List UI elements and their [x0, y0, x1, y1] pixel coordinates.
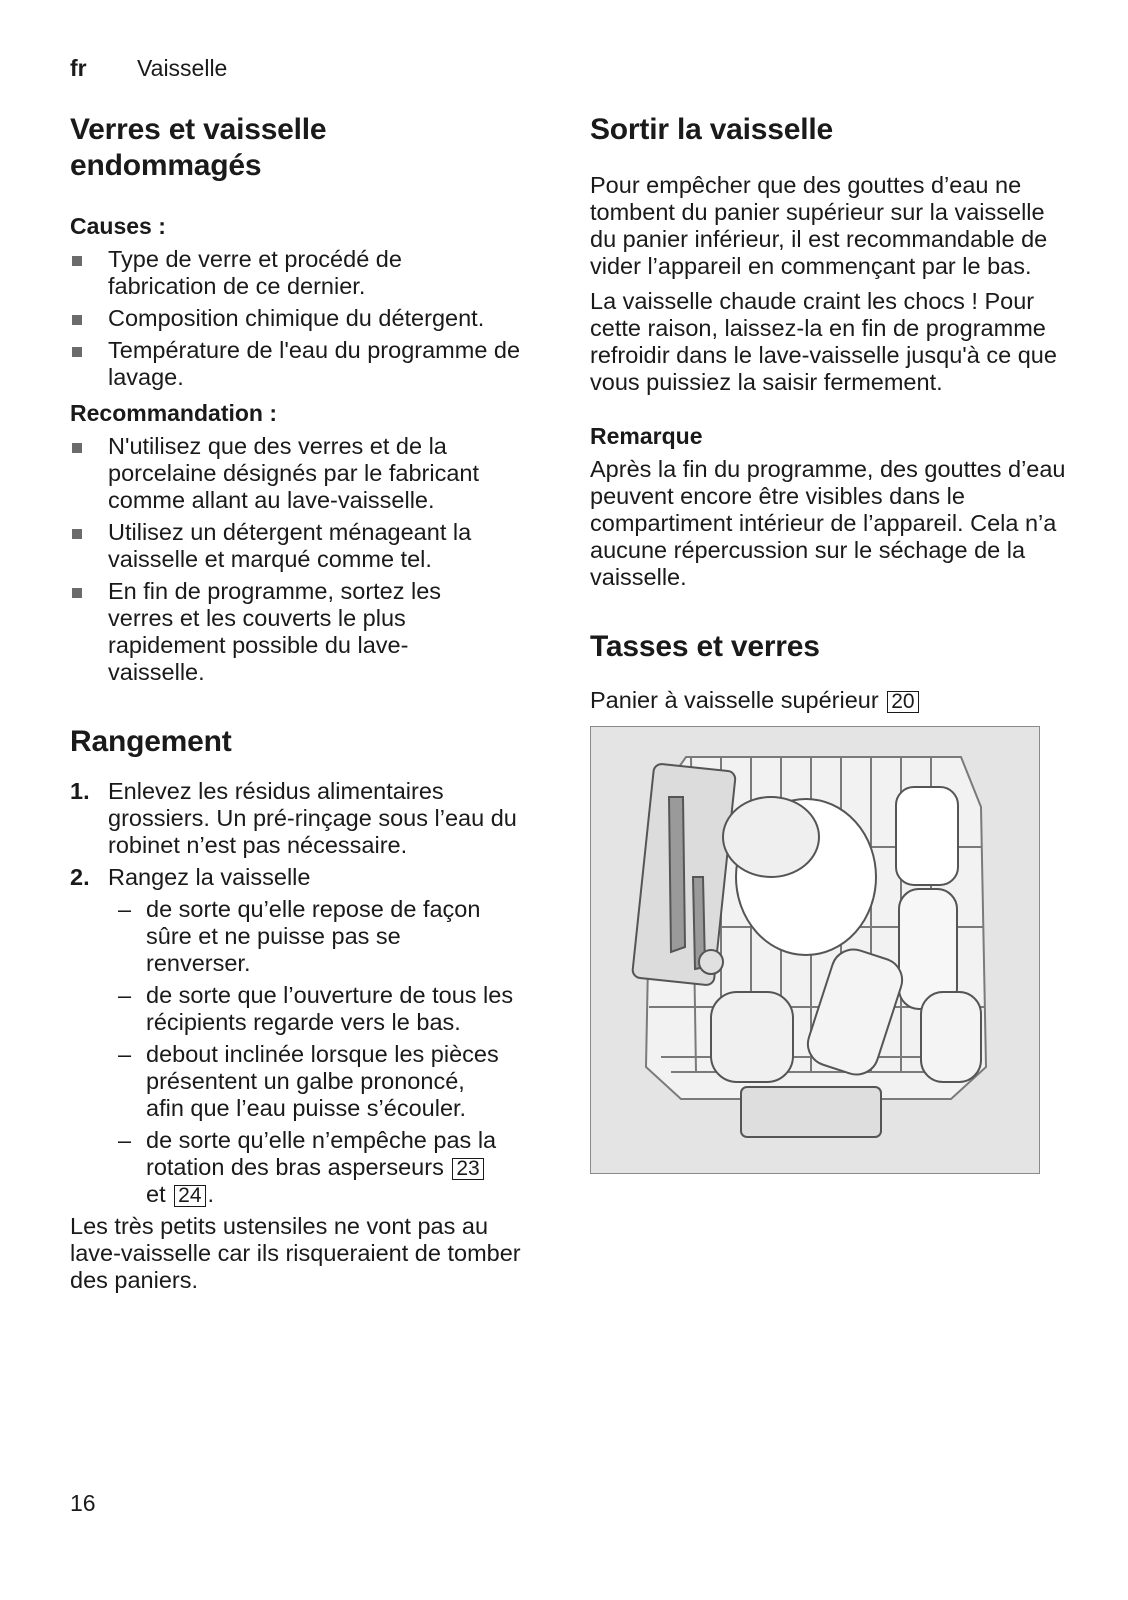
step-item: 1. Enlevez les résidus alimentaires grossiers. Un pré-rinçage sous l’eau du robinet n’est pas nécessaire.	[70, 778, 517, 858]
right-column	[590, 112, 1068, 1174]
remark-text: Après la fin du programme, des gouttes d’eau peuvent encore être visibles dans le compartiment intérieur de l’appareil. Cela n’a aucune répercussion sur le séchage de la vaisselle.	[590, 456, 1066, 590]
causes-label: Causes :	[70, 213, 166, 239]
step-number: 1.	[70, 778, 90, 804]
remark-label: Remarque	[590, 423, 703, 449]
sortir-paragraph-1: Pour empêcher que des gouttes d’eau ne tombent du panier supérieur sur la vaisselle du panier inférieur, il est recommandable de vider l’appareil en commençant par le bas.	[590, 172, 1048, 279]
square-bullet-icon	[72, 443, 82, 453]
reference-box: 20	[887, 691, 918, 713]
square-bullet-icon	[72, 529, 82, 539]
sub-item: – de sorte qu’elle repose de façon sûre et ne puisse pas se renverser.	[118, 896, 481, 976]
rangement-steps	[70, 778, 550, 1208]
page-header	[70, 55, 227, 82]
square-bullet-icon	[72, 347, 82, 357]
recommendation-list	[70, 433, 550, 686]
step-number: 2.	[70, 864, 90, 890]
list-item: En fin de programme, sortez les verres et les couverts le plus rapidement possible du lave-vaisselle.	[70, 578, 490, 686]
step-item: 2. Rangez la vaisselle – de sorte qu’elle repose de façon sûre et ne puisse pas se renverser. – de sorte que l’ouverture de tous les récipients regarde vers le bas. – debout inclinée lorsque les pièces présentent un galbe prononcé, afin que l’eau puisse s’écouler. – de sorte qu’elle n’empêche pas la rotation des bras asperseurs 23 et 24 .	[70, 864, 550, 1208]
square-bullet-icon	[72, 315, 82, 325]
causes-list	[70, 246, 550, 391]
square-bullet-icon	[72, 256, 82, 266]
page-number: 16	[70, 1490, 96, 1516]
sub-item: – de sorte qu’elle n’empêche pas la rotation des bras asperseurs 23 et 24 .	[118, 1127, 497, 1207]
tasses-title: Tasses et verres	[590, 630, 820, 663]
sub-item: – de sorte que l’ouverture de tous les récipients regarde vers le bas.	[118, 982, 514, 1035]
language-code: fr	[70, 55, 87, 81]
reference-box: 24	[174, 1185, 205, 1207]
note-text: Les très petits ustensiles ne vont pas au lave-vaisselle car ils risqueraient de tomber des paniers.	[70, 1213, 521, 1293]
recommendation-label: Recommandation :	[70, 400, 278, 426]
dish-rack-drawing	[591, 727, 1039, 1173]
section-name: Vaisselle	[137, 55, 228, 81]
rangement-title: Rangement	[70, 725, 232, 758]
sortir-title: Sortir la vaisselle	[590, 113, 834, 146]
sub-item: – debout inclinée lorsque les pièces présentent un galbe prononcé, afin que l’eau puisse s’écouler.	[118, 1041, 499, 1121]
list-item: Type de verre et procédé de fabrication de ce dernier.	[70, 246, 410, 300]
reference-box: 23	[452, 1158, 483, 1180]
figure-caption: Panier à vaisselle supérieur 20	[590, 687, 1068, 714]
damaged-title: Verres et vaisselle endommagés	[70, 113, 327, 182]
square-bullet-icon	[72, 588, 82, 598]
list-item: Température de l'eau du programme de lavage.	[70, 337, 540, 391]
sub-list	[108, 896, 550, 1208]
list-item: Composition chimique du détergent.	[70, 305, 550, 332]
sortir-paragraph-2: La vaisselle chaude craint les chocs ! Pour cette raison, laissez-la en fin de programme refroidir dans le lave-vaisselle jusqu'à ce que vous puissiez la saisir fermement.	[590, 288, 1057, 395]
left-column	[70, 112, 550, 1294]
list-item: N'utilisez que des verres et de la porcelaine désignés par le fabricant comme allant au lave-vaisselle.	[70, 433, 510, 514]
upper-basket-illustration	[590, 726, 1040, 1174]
list-item: Utilisez un détergent ménageant la vaisselle et marqué comme tel.	[70, 519, 510, 573]
